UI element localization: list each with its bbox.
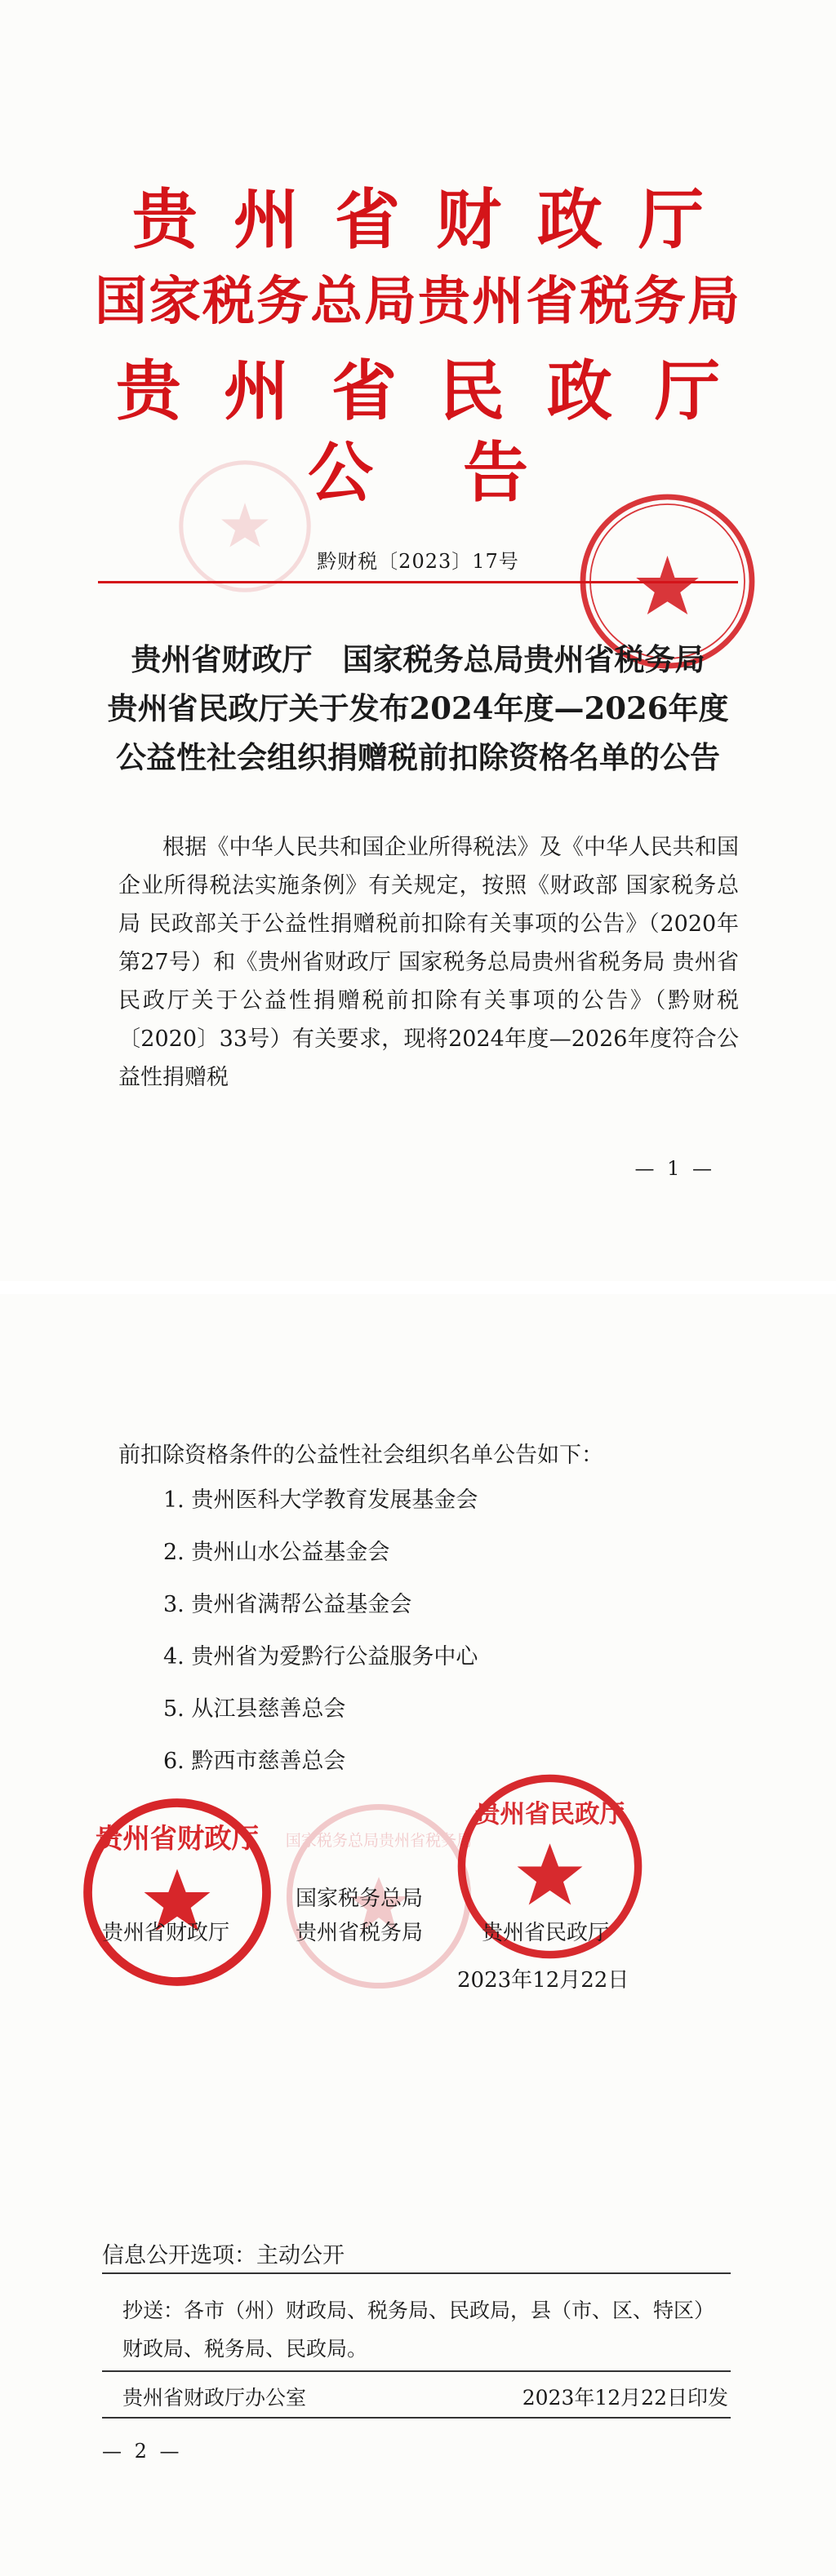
signature-finance: 贵州省财政厅: [102, 1921, 230, 1945]
title-line-1: 贵州省财政厅 国家税务总局贵州省税务局: [131, 641, 705, 677]
list-item: 3. 贵州省满帮公益基金会: [163, 1592, 412, 1617]
signature-civil: 贵州省民政厅: [482, 1921, 610, 1945]
finance-dept-seal: [80, 1795, 274, 1989]
list-item: 5. 从江县慈善总会: [163, 1696, 346, 1722]
list-item: 6. 黔西市慈善总会: [163, 1749, 346, 1774]
list-item: 2. 贵州山水公益基金会: [163, 1540, 390, 1565]
header-civil-affairs: 贵州省民政厅: [116, 353, 763, 429]
title-line-2: 贵州省民政厅关于发布2024年度—2026年度: [107, 690, 729, 726]
civil-seal-text: 贵州省民政厅: [474, 1800, 625, 1829]
divider-middle: [102, 2370, 731, 2372]
body-paragraph-page2: 前扣除资格条件的公益性社会组织名单公告如下：: [118, 1443, 603, 1468]
page-gap: [0, 1281, 836, 1294]
body-text: 根据《中华人民共和国企业所得税法》及《中华人民共和国企业所得税法实施条例》有关规定，按照《财政部 国家税务总局 民政部关于公益性捐赠税前扣除有关事项的公告》（2020年第27号）和《贵州省财政厅 国家税务总局贵州省税务局 贵州省民政厅关于公益性捐赠税前扣除有关事项的公告》（黔财税〔2020〕33号）有关要求，现将2024年度—2026年度符合公益性捐赠税: [118, 835, 739, 1090]
title-line-3: 公益性社会组织捐赠税前扣除资格名单的公告: [116, 739, 720, 775]
signature-tax-line1: 国家税务总局: [296, 1887, 424, 1911]
page-number-1: — 1 —: [634, 1157, 715, 1180]
signature-tax-line2: 贵州省税务局: [296, 1921, 424, 1945]
red-divider: [98, 581, 738, 583]
page-number-2: — 2 —: [102, 2440, 183, 2463]
list-item: 4. 贵州省为爱黔行公益服务中心: [163, 1644, 478, 1669]
print-date: 2023年12月22日印发: [522, 2386, 728, 2410]
document-number: 黔财税〔2023〕17号: [317, 550, 519, 573]
faded-seal-stamp: [176, 457, 314, 596]
cc-distribution: 抄送：各市（州）财政局、税务局、民政局，县（市、区、特区）财政局、税务局、民政局。: [122, 2299, 715, 2361]
header-finance-dept: 贵州省财政厅: [132, 182, 740, 258]
divider-bottom: [102, 2417, 731, 2419]
header-tax-bureau: 国家税务总局贵州省税务局: [95, 272, 741, 332]
tax-seal-text: 国家税务总局贵州省税务局: [285, 1832, 473, 1851]
divider-top: [102, 2272, 731, 2274]
organization-list: [163, 1482, 478, 1795]
signature-date: 2023年12月22日: [457, 1968, 629, 1993]
body-paragraph-page1: [118, 828, 739, 1097]
finance-seal-text: 贵州省财政厅: [96, 1822, 259, 1855]
issuing-office: 贵州省财政厅办公室: [122, 2386, 307, 2410]
list-item: 1. 贵州医科大学教育发展基金会: [163, 1488, 478, 1513]
disclosure-option: 信息公开选项：主动公开: [102, 2243, 345, 2268]
header-announcement: 公告: [308, 435, 618, 511]
